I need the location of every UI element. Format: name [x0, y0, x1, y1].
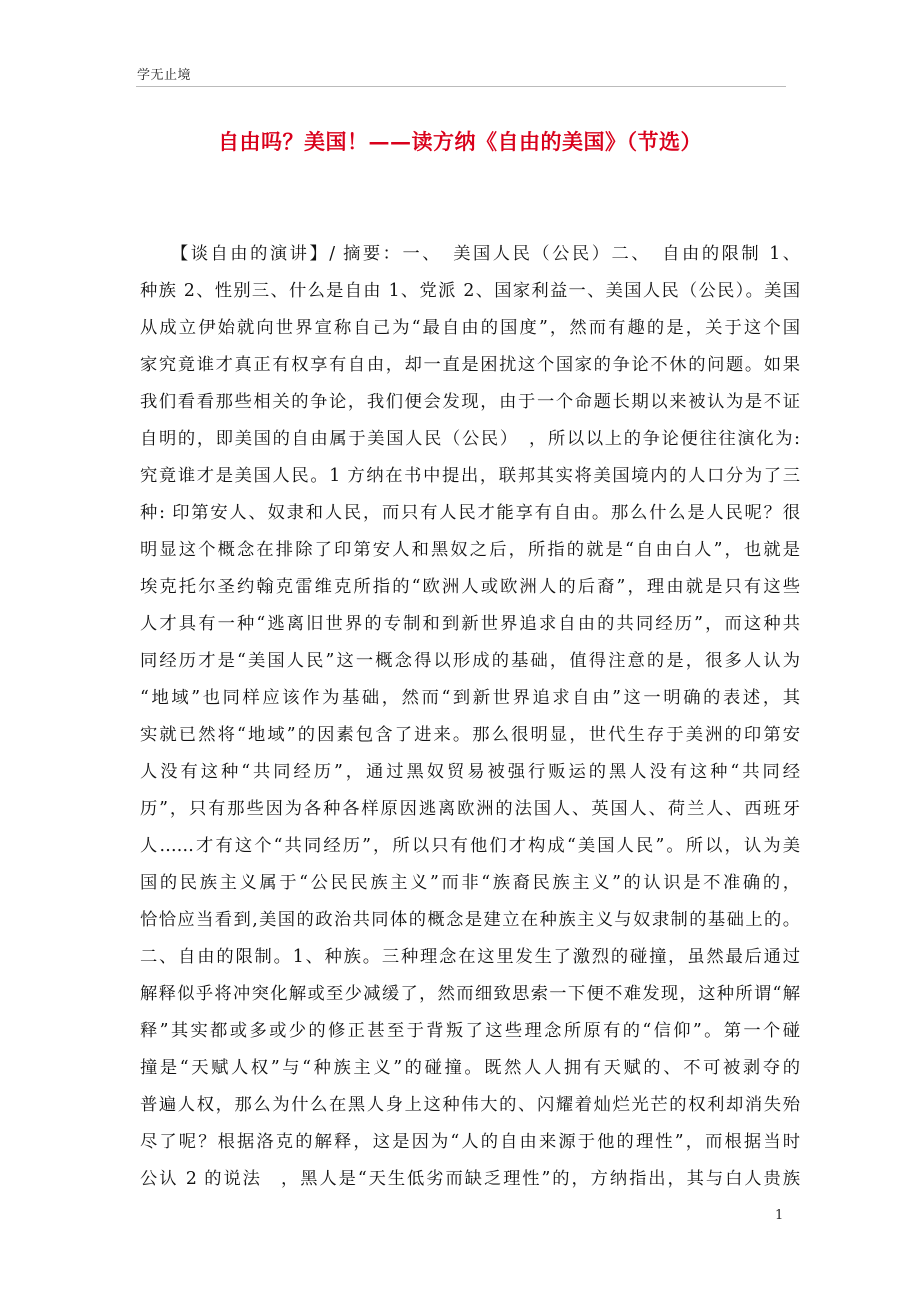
- body-text: [140, 236, 800, 1198]
- body-line: 种族 2、性别三、什么是自由 1、党派 2、国家利益一、美国人民（公民）。美国: [140, 281, 800, 301]
- header-divider: [136, 86, 786, 87]
- body-line: 普遍人权，那么为什么在黑人身上这种伟大的、闪耀着灿烂光芒的权利却消失殆: [140, 1095, 800, 1115]
- body-line: 同经历才是“美国人民”这一概念得以形成的基础，值得注意的是，很多人认为: [140, 651, 800, 671]
- body-line: 尽了呢？根据洛克的解释，这是因为“人的自由来源于他的理性”，而根据当时: [140, 1132, 800, 1152]
- body-line: 家究竟谁才真正有权享有自由，却一直是困扰这个国家的争论不休的问题。如果: [140, 355, 800, 375]
- body-line: 实就已然将“地域”的因素包含了进来。那么很明显，世代生存于美洲的印第安: [140, 725, 800, 745]
- body-line: “地域”也同样应该作为基础，然而“到新世界追求自由”这一明确的表述，其: [140, 688, 800, 708]
- body-line: 【谈自由的演讲】/ 摘要：一、 美国人民（公民）二、 自由的限制 1、: [140, 244, 800, 264]
- body-line: 人没有这种“共同经历”，通过黑奴贸易被强行贩运的黑人没有这种“共同经: [140, 762, 800, 782]
- body-line: 释”其实都或多或少的修正甚至于背叛了这些理念所原有的“信仰”。第一个碰: [140, 1021, 800, 1041]
- body-line: 解释似乎将冲突化解或至少减缓了，然而细致思索一下便不难发现，这种所谓“解: [140, 984, 800, 1004]
- body-line: 种: 印第安人、奴隶和人民，而只有人民才能享有自由。那么什么是人民呢？很: [140, 503, 800, 523]
- body-line: 从成立伊始就向世界宣称自己为“最自由的国度”，然而有趣的是，关于这个国: [140, 318, 800, 338]
- document-title: 自由吗？美国！——读方纳《自由的美国》（节选）: [218, 129, 702, 154]
- body-line: 公认 2 的说法 ，黑人是“天生低劣而缺乏理性”的，方纳指出，其与白人贵族: [140, 1169, 800, 1189]
- body-line: 撞是“天赋人权”与“种族主义”的碰撞。既然人人拥有天赋的、不可被剥夺的: [140, 1058, 800, 1078]
- page-number: 1: [775, 1208, 784, 1223]
- page-header: 学无止境: [137, 68, 192, 83]
- body-line: 究竟谁才是美国人民。1 方纳在书中提出，联邦其实将美国境内的人口分为了三: [140, 466, 800, 486]
- body-line: 人……才有这个“共同经历”，所以只有他们才构成“美国人民”。所以，认为美: [140, 836, 800, 856]
- body-line: 我们看看那些相关的争论，我们便会发现，由于一个命题长期以来被认为是不证: [140, 392, 800, 412]
- body-line: 历”，只有那些因为各种各样原因逃离欧洲的法国人、英国人、荷兰人、西班牙: [140, 799, 800, 819]
- body-line: 二、自由的限制。1、种族。三种理念在这里发生了激烈的碰撞，虽然最后通过: [140, 947, 800, 967]
- body-line: 明显这个概念在排除了印第安人和黑奴之后，所指的就是“自由白人”，也就是: [140, 540, 800, 560]
- body-line: 人才具有一种“逃离旧世界的专制和到新世界追求自由的共同经历”，而这种共: [140, 614, 800, 634]
- body-line: 自明的，即美国的自由属于美国人民（公民） ，所以以上的争论便往往演化为:: [140, 429, 800, 449]
- body-line: 埃克托尔圣约翰克雷维克所指的“欧洲人或欧洲人的后裔”，理由就是只有这些: [140, 577, 800, 597]
- body-line: 国的民族主义属于“公民民族主义”而非“族裔民族主义”的认识是不准确的，: [140, 873, 800, 893]
- body-line: 恰恰应当看到,美国的政治共同体的概念是建立在种族主义与奴隶制的基础上的。: [140, 910, 800, 930]
